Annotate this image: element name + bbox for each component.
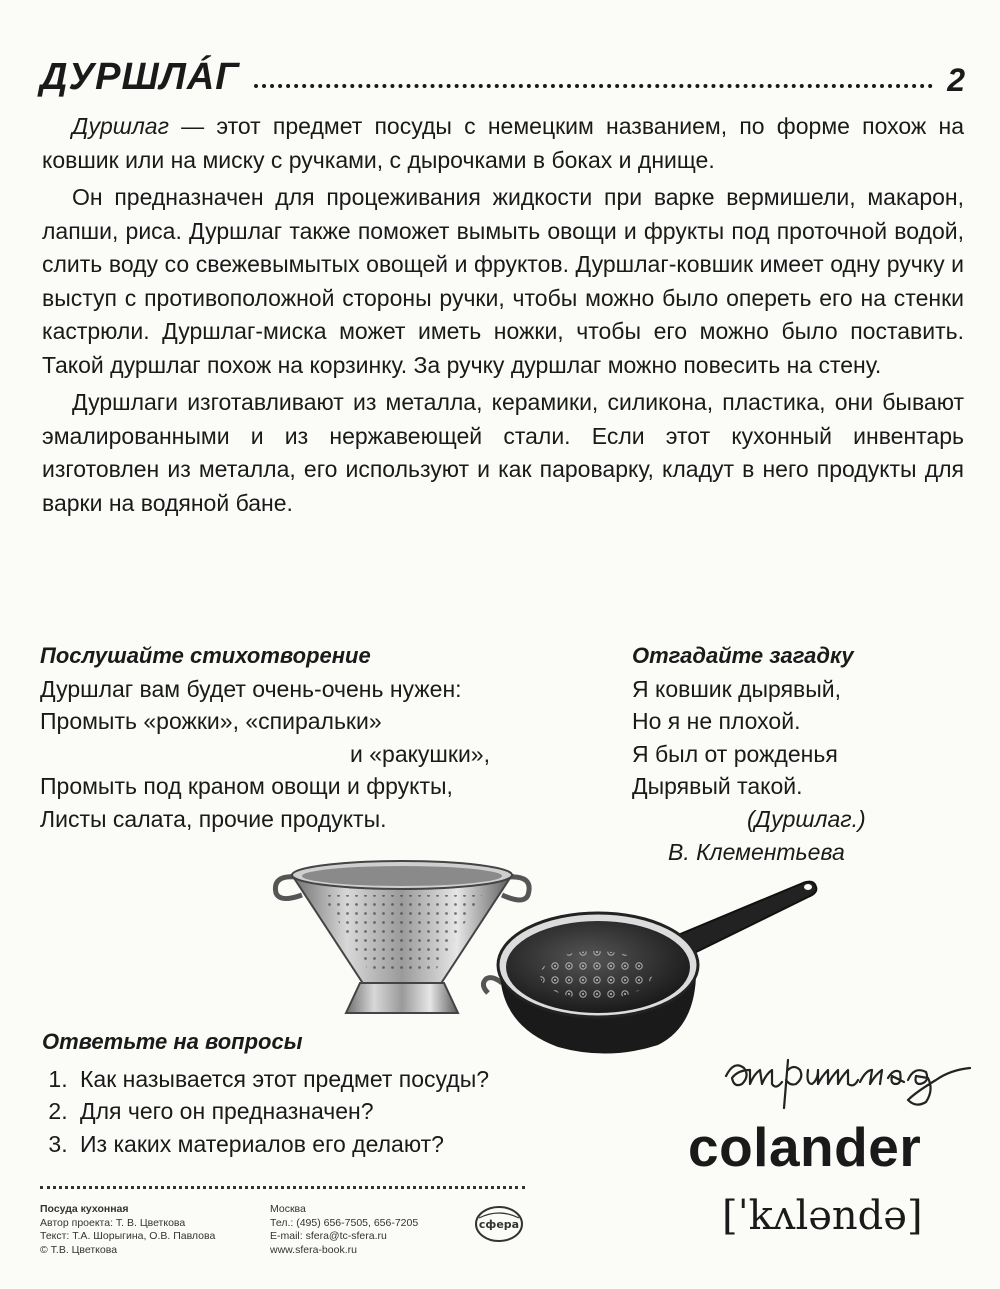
riddle-author: В. Клементьева — [668, 838, 845, 865]
footer-text-authors: Текст: Т.А. Шорыгина, О.В. Павлова — [40, 1230, 216, 1242]
footer-divider — [40, 1186, 525, 1189]
paragraph-1 — [42, 110, 964, 177]
footer-copyright: © Т.В. Цветкова — [40, 1243, 118, 1256]
paragraph-3: Дуршлаги изготавливают из металла, керамики, силикона, пластика, они бывают эмалированными и из нержавеющей стали. Если этот кухонный инвентарь изготовлен из металла, его используют и как пароварку, кладут в него продукты для варки на водяной бане. — [42, 389, 964, 516]
riddle-answer: (Дуршлаг.) — [747, 805, 866, 832]
lead-term: Дуршлаг — [72, 113, 169, 139]
english-word: colander — [688, 1116, 922, 1178]
footer-contacts — [270, 1203, 418, 1257]
page-header — [40, 48, 965, 96]
footer-city: Москва — [270, 1203, 306, 1215]
questions-heading: Ответьте на вопросы — [42, 1029, 303, 1054]
paragraph-2: Он предназначен для процеживания жидкости при варке вермишели, макарон, лапши, риса. Дуршлаг также поможет вымыть овощи и фрукты под проточной водой, слить воду со свежевымытых овощей и фруктов. Дуршлаг-ковшик имеет одну ручку и выступ с противоположной стороны ручки, чтобы можно было опереть его на стенки кастрюли. Дуршлаг-миска может иметь ножки, чтобы его можно было поставить. Такой дуршлаг похож на корзинку. За ручку дуршлаг можно повесить на стену. — [42, 184, 964, 378]
poem-heading: Послушайте стихотворение — [40, 643, 371, 668]
poem-section — [40, 640, 580, 836]
questions-list — [42, 1063, 642, 1161]
page-number: 2 — [947, 62, 965, 98]
riddle-line: Но я не плохой. — [632, 708, 801, 735]
header-dotted-leader — [254, 84, 934, 88]
footer-email[interactable]: E-mail: sfera@tc-sfera.ru — [270, 1230, 387, 1242]
transcription: [ˈkʌləndə] — [722, 1193, 923, 1239]
page-title: ДУРШЛÁГ — [40, 56, 240, 98]
footer-website[interactable]: www.sfera-book.ru — [270, 1243, 357, 1256]
cursive-word-image — [720, 1030, 980, 1110]
logo-text: сфера — [478, 1218, 520, 1231]
footer-credits — [40, 1203, 215, 1257]
riddle-line: Дырявый такой. — [632, 773, 803, 800]
poem-line: Промыть под краном овощи и фрукты, — [40, 773, 453, 800]
footer-series: Посуда кухонная — [40, 1203, 129, 1215]
question-item: 1. Как называется этот предмет посуды? — [74, 1063, 642, 1096]
question-item: 3. Из каких материалов его делают? — [74, 1128, 642, 1161]
sfera-logo — [473, 1204, 525, 1244]
question-item: 2. Для чего он предназначен? — [74, 1095, 642, 1128]
paragraph-1-text: — этот предмет посуды с немецким названием, по форме похож на ковшик или на миску с ручками, с дырочками в боках и днище. — [42, 113, 964, 173]
footer-phone: Тел.: (495) 656-7505, 656-7205 — [270, 1216, 419, 1229]
riddle-heading: Отгадайте загадку — [632, 643, 854, 668]
poem-line: Промыть «рожки», «спиральки» — [40, 708, 382, 735]
riddle-section — [632, 640, 932, 868]
article-body — [42, 110, 964, 524]
poem-line: Листы салата, прочие продукты. — [40, 805, 387, 832]
footer-author: Автор проекта: Т. В. Цветкова — [40, 1216, 186, 1229]
questions-section — [42, 1026, 642, 1160]
poem-line: и «ракушки», — [350, 740, 490, 767]
riddle-line: Я ковшик дырявый, — [632, 675, 842, 702]
riddle-line: Я был от рожденья — [632, 740, 838, 767]
poem-line: Дуршлаг вам будет очень-очень нужен: — [40, 675, 462, 702]
